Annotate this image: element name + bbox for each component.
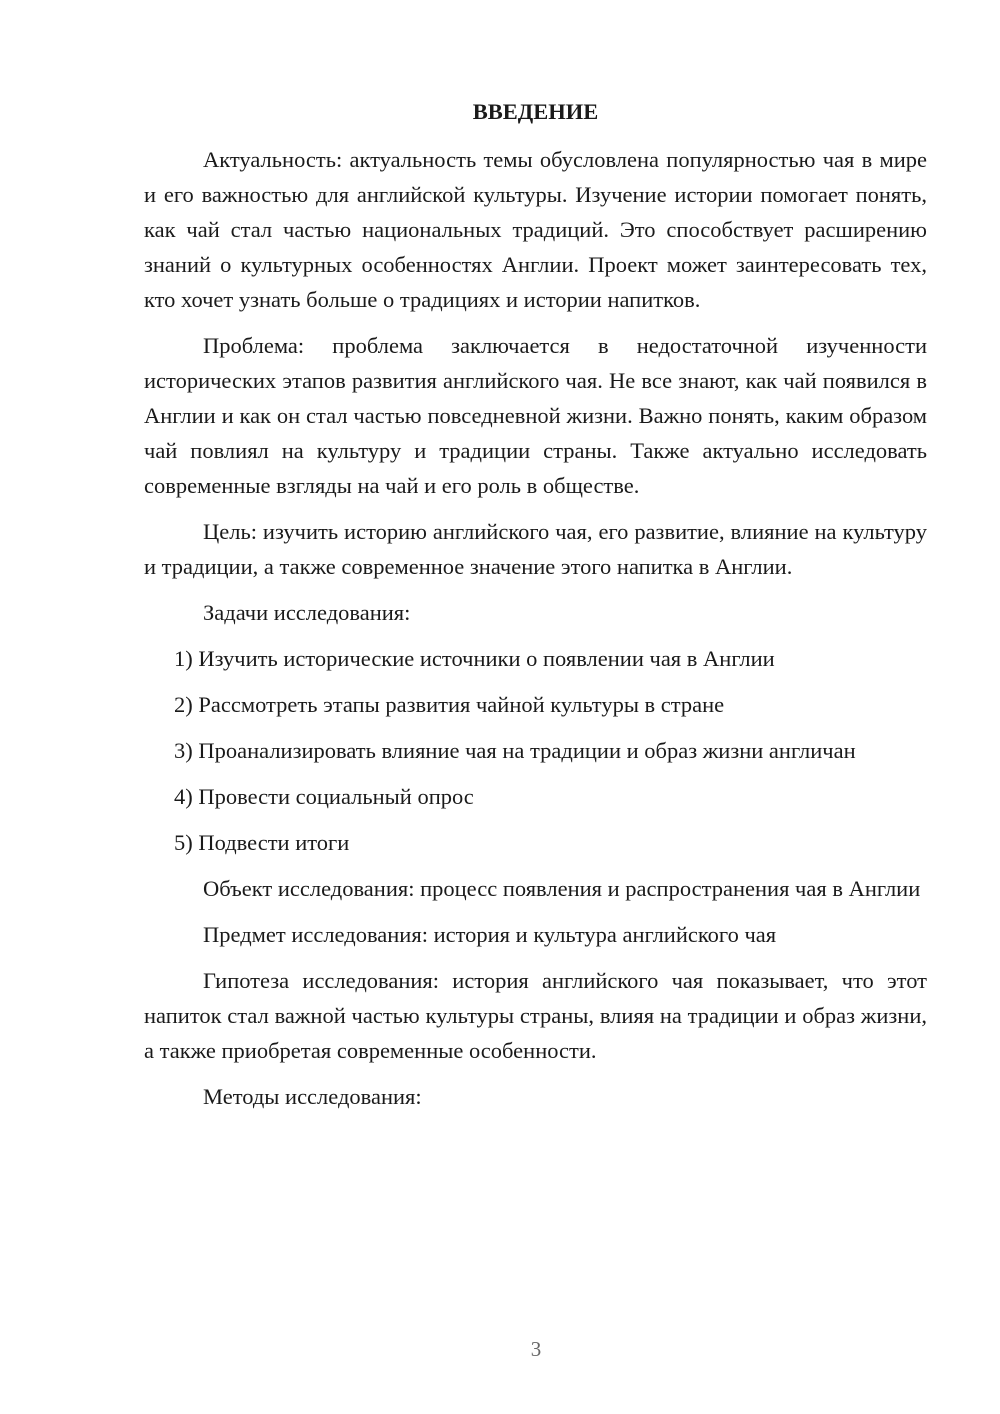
paragraph-problem: Проблема: проблема заключается в недостаточной изученности исторических этапов развития английского чая. Не все знают, как чай появился в Англии и как он стал частью повседневной жизни. Важно понять, каким образом чай повлиял на культуру и традиции страны. Также актуально исследовать современные взгляды на чай и его роль в обществе. [144, 333, 927, 498]
paragraph-subject: Предмет исследования: история и культура английского чая [203, 922, 777, 947]
tasks-heading: Задачи исследования: [203, 600, 411, 625]
task-item-5: 5) Подвести итоги [174, 830, 350, 855]
paragraph-object: Объект исследования: процесс появления и распространения чая в Англии [203, 876, 921, 901]
task-item-3: 3) Проанализировать влияние чая на традиции и образ жизни англичан [174, 738, 856, 763]
methods-heading: Методы исследования: [203, 1084, 422, 1109]
paragraph-hypothesis: Гипотеза исследования: история английского чая показывает, что этот напиток стал важной частью культуры страны, влияя на традиции и образ жизни, а также приобретая современные особенности. [144, 968, 927, 1063]
page-number: 3 [530, 1337, 542, 1361]
task-item-2: 2) Рассмотреть этапы развития чайной культуры в стране [174, 692, 725, 717]
paragraph-relevance: Актуальность: актуальность темы обусловлена популярностью чая в мире и его важностью для английской культуры. Изучение истории помогает понять, как чай стал частью национальных традиций. Это способствует расширению знаний о культурных особенностях Англии. Проект может заинтересовать тех, кто хочет узнать больше о традициях и истории напитков. [144, 147, 927, 312]
page-title: ВВЕДЕНИЕ [472, 99, 599, 124]
document-body [144, 142, 927, 1125]
task-item-4: 4) Провести социальный опрос [174, 784, 474, 809]
paragraph-goal: Цель: изучить историю английского чая, его развитие, влияние на культуру и традиции, а также современное значение этого напитка в Англии. [144, 519, 927, 579]
task-item-1: 1) Изучить исторические источники о появлении чая в Англии [174, 646, 775, 671]
